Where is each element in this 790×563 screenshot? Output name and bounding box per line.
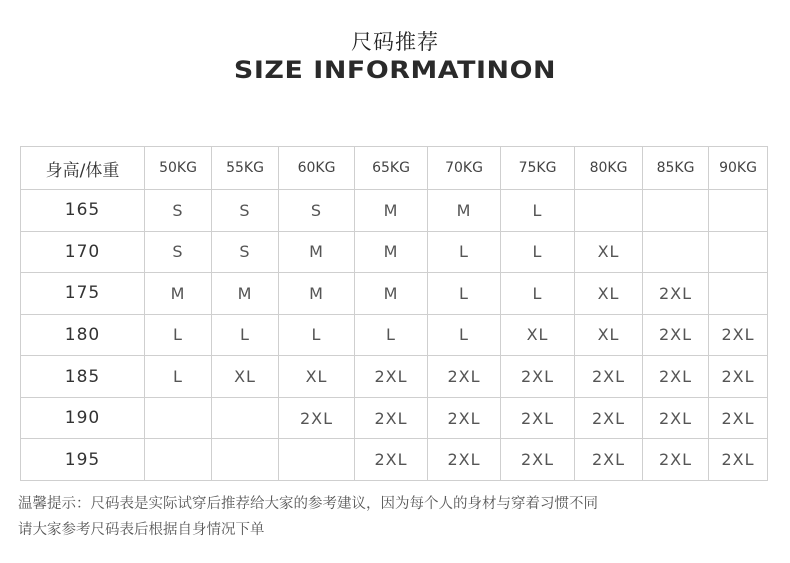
height-cell: 170 bbox=[21, 231, 145, 273]
size-chart-table bbox=[20, 146, 768, 481]
size-cell: 2XL bbox=[501, 439, 575, 481]
weight-header: 90KG bbox=[709, 147, 768, 190]
size-cell: 2XL bbox=[355, 356, 428, 398]
height-cell: 185 bbox=[21, 356, 145, 398]
size-cell: XL bbox=[575, 231, 643, 273]
size-cell bbox=[709, 190, 768, 232]
size-cell bbox=[212, 439, 279, 481]
size-cell: 2XL bbox=[643, 314, 709, 356]
weight-header: 65KG bbox=[355, 147, 428, 190]
size-cell: M bbox=[145, 273, 212, 315]
size-cell: S bbox=[212, 231, 279, 273]
tip-note-line-2: 请大家参考尺码表后根据自身情况下单 bbox=[18, 522, 265, 538]
size-cell: XL bbox=[575, 314, 643, 356]
tip-note-line-1: 温馨提示：尺码表是实际试穿后推荐给大家的参考建议，因为每个人的身材与穿着习惯不同 bbox=[18, 496, 598, 512]
size-cell: 2XL bbox=[355, 397, 428, 439]
size-cell: L bbox=[355, 314, 428, 356]
size-cell: XL bbox=[575, 273, 643, 315]
size-cell: 2XL bbox=[575, 397, 643, 439]
size-cell: L bbox=[428, 314, 501, 356]
size-cell: S bbox=[279, 190, 355, 232]
table-row bbox=[21, 356, 768, 398]
size-cell bbox=[575, 190, 643, 232]
page-title: 尺码推荐 bbox=[351, 30, 439, 54]
size-cell: L bbox=[428, 273, 501, 315]
size-cell: 2XL bbox=[709, 439, 768, 481]
weight-header: 60KG bbox=[279, 147, 355, 190]
table-row bbox=[21, 439, 768, 481]
size-cell: S bbox=[212, 190, 279, 232]
size-cell: M bbox=[355, 273, 428, 315]
size-cell: M bbox=[355, 190, 428, 232]
size-cell: 2XL bbox=[428, 397, 501, 439]
size-cell bbox=[279, 439, 355, 481]
size-cell: M bbox=[428, 190, 501, 232]
table-row bbox=[21, 314, 768, 356]
size-cell: 2XL bbox=[501, 356, 575, 398]
size-cell: M bbox=[279, 231, 355, 273]
size-cell: L bbox=[501, 190, 575, 232]
weight-header: 75KG bbox=[501, 147, 575, 190]
height-cell: 190 bbox=[21, 397, 145, 439]
weight-header: 50KG bbox=[145, 147, 212, 190]
table-row bbox=[21, 397, 768, 439]
weight-header: 70KG bbox=[428, 147, 501, 190]
size-cell: M bbox=[279, 273, 355, 315]
size-cell: 2XL bbox=[428, 439, 501, 481]
height-cell: 165 bbox=[21, 190, 145, 232]
size-cell: XL bbox=[279, 356, 355, 398]
size-cell: 2XL bbox=[643, 439, 709, 481]
table-row bbox=[21, 273, 768, 315]
size-cell: 2XL bbox=[643, 397, 709, 439]
size-cell: M bbox=[212, 273, 279, 315]
size-cell: 2XL bbox=[709, 314, 768, 356]
size-cell: L bbox=[145, 314, 212, 356]
height-cell: 195 bbox=[21, 439, 145, 481]
size-cell: L bbox=[428, 231, 501, 273]
size-cell: 2XL bbox=[428, 356, 501, 398]
size-cell: L bbox=[501, 231, 575, 273]
size-cell bbox=[709, 273, 768, 315]
size-cell: 2XL bbox=[643, 273, 709, 315]
height-cell: 175 bbox=[21, 273, 145, 315]
table-header-row bbox=[21, 147, 768, 190]
size-cell bbox=[212, 397, 279, 439]
size-cell: XL bbox=[501, 314, 575, 356]
size-cell bbox=[709, 231, 768, 273]
size-cell bbox=[643, 190, 709, 232]
size-cell: L bbox=[212, 314, 279, 356]
size-cell: XL bbox=[212, 356, 279, 398]
corner-header: 身高/体重 bbox=[21, 147, 145, 190]
height-cell: 180 bbox=[21, 314, 145, 356]
size-cell bbox=[145, 397, 212, 439]
weight-header: 55KG bbox=[212, 147, 279, 190]
size-cell bbox=[145, 439, 212, 481]
size-cell: 2XL bbox=[643, 356, 709, 398]
weight-header: 85KG bbox=[643, 147, 709, 190]
weight-header: 80KG bbox=[575, 147, 643, 190]
size-cell bbox=[643, 231, 709, 273]
size-cell: L bbox=[501, 273, 575, 315]
size-cell: 2XL bbox=[709, 397, 768, 439]
size-cell: S bbox=[145, 190, 212, 232]
size-cell: L bbox=[145, 356, 212, 398]
size-cell: 2XL bbox=[501, 397, 575, 439]
size-cell: 2XL bbox=[575, 439, 643, 481]
page-subtitle: SIZE INFORMATINON bbox=[233, 56, 557, 84]
size-cell: 2XL bbox=[709, 356, 768, 398]
size-cell: 2XL bbox=[575, 356, 643, 398]
size-cell: 2XL bbox=[279, 397, 355, 439]
table-row bbox=[21, 190, 768, 232]
size-cell: M bbox=[355, 231, 428, 273]
size-cell: S bbox=[145, 231, 212, 273]
table-row bbox=[21, 231, 768, 273]
size-cell: 2XL bbox=[355, 439, 428, 481]
size-cell: L bbox=[279, 314, 355, 356]
